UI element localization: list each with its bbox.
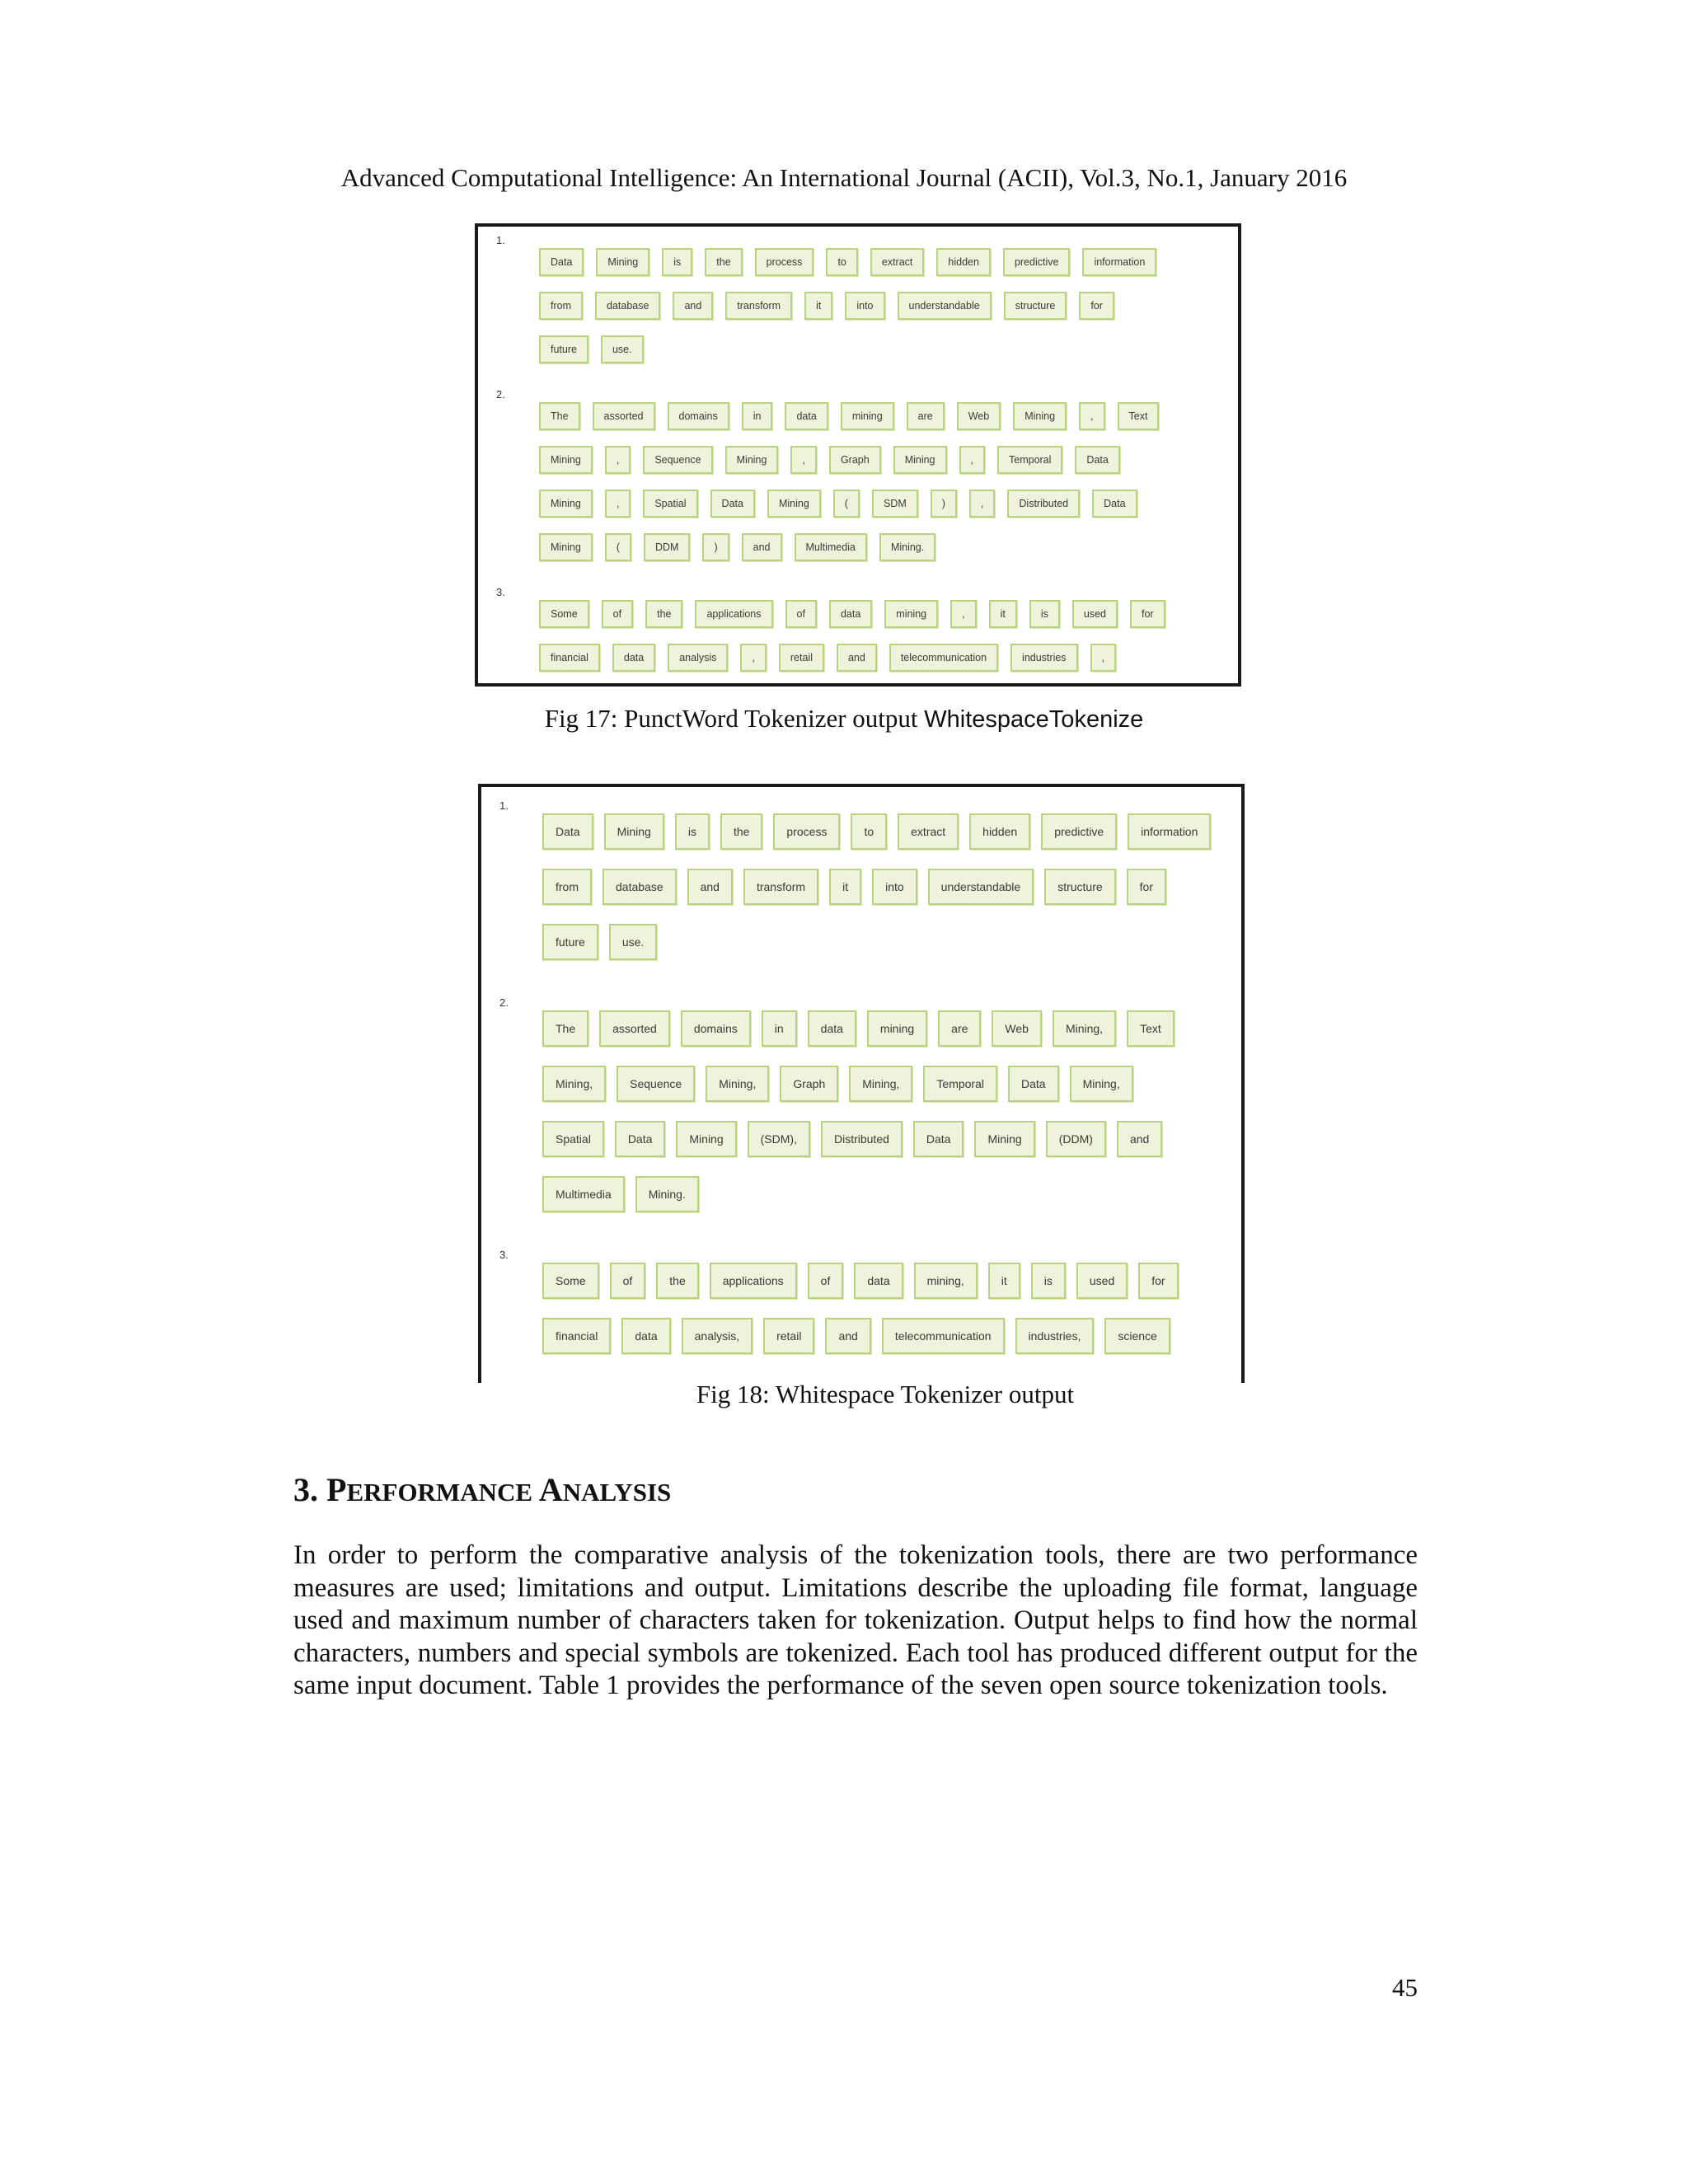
- token-box: Data: [542, 813, 593, 850]
- token-box: from: [542, 869, 592, 905]
- token-row: [539, 402, 1223, 446]
- token-box: process: [773, 813, 840, 850]
- token-list: [542, 1263, 1226, 1373]
- token-box: applications: [695, 600, 772, 628]
- token-box: extract: [898, 813, 959, 850]
- token-box: into: [845, 292, 884, 320]
- token-box: to: [851, 813, 887, 850]
- token-box: transform: [743, 869, 818, 905]
- token-box: analysis: [668, 644, 728, 672]
- token-box: is: [1031, 1263, 1066, 1299]
- token-box: for: [1138, 1263, 1178, 1299]
- token-box: ,: [740, 644, 766, 672]
- token-box: to: [826, 248, 857, 276]
- token-box: Mining,: [849, 1066, 912, 1102]
- token-box: and: [1117, 1121, 1162, 1157]
- token-box: Mining: [1013, 402, 1067, 430]
- token-list: [542, 1010, 1226, 1231]
- token-box: structure: [1004, 292, 1067, 320]
- token-list: [539, 600, 1223, 687]
- token-box: industries: [1010, 644, 1078, 672]
- token-box: Some: [542, 1263, 599, 1299]
- token-box: it: [989, 600, 1017, 628]
- token-box: future: [539, 335, 588, 363]
- token-box: hidden: [936, 248, 991, 276]
- token-box: understandable: [898, 292, 992, 320]
- token-box: Some: [539, 600, 589, 628]
- token-box: predictive: [1041, 813, 1117, 850]
- token-row: [542, 869, 1226, 924]
- token-box: Distributed: [821, 1121, 903, 1157]
- token-box: into: [872, 869, 917, 905]
- token-box: mining,: [914, 1263, 978, 1299]
- token-box: Mining: [539, 533, 593, 561]
- token-box: for: [1130, 600, 1165, 628]
- token-box: information: [1082, 248, 1156, 276]
- token-row: [539, 335, 1223, 379]
- token-box: Data: [1075, 446, 1119, 474]
- token-box: retail: [763, 1318, 814, 1354]
- token-box: Mining,: [542, 1066, 606, 1102]
- token-box: data: [854, 1263, 903, 1299]
- token-box: of: [785, 600, 817, 628]
- token-box: the: [720, 813, 762, 850]
- token-list: [539, 248, 1223, 379]
- token-box: the: [656, 1263, 698, 1299]
- token-box: Graph: [780, 1066, 838, 1102]
- token-box: Multimedia: [542, 1176, 625, 1212]
- token-box: data: [612, 644, 655, 672]
- token-box: understandable: [928, 869, 1034, 905]
- token-box: information: [1128, 813, 1211, 850]
- token-box: process: [755, 248, 814, 276]
- token-box: The: [539, 402, 580, 430]
- token-box: data: [785, 402, 828, 430]
- token-box: applications: [710, 1263, 797, 1299]
- token-row: [542, 1263, 1226, 1318]
- token-box: ,: [959, 446, 985, 474]
- token-row: [542, 1010, 1226, 1066]
- token-box: of: [610, 1263, 646, 1299]
- token-box: Mining: [767, 490, 821, 518]
- token-box: (: [833, 490, 860, 518]
- token-box: industries,: [1015, 1318, 1095, 1354]
- body-paragraph: In order to perform the comparative analysis of the tokenization tools, there are two performance measures are used; limitations and output. Limitations describe the uploading file format, language used and maximum number of characters taken for tokenization. Output helps to find how the normal characters, numbers and special symbols are tokenized. Each tool has produced different output for the same input document. Table 1 provides the performance of the seven open source tokenization tools.: [293, 1540, 1418, 1700]
- token-row: [539, 600, 1223, 644]
- token-row: [539, 533, 1223, 577]
- section-title: PERFORMANCE ANALYSIS: [326, 1471, 672, 1508]
- page-number: 45: [1392, 1973, 1418, 2002]
- token-box: the: [645, 600, 682, 628]
- token-row: [539, 490, 1223, 533]
- token-box: for: [1127, 869, 1166, 905]
- token-row: [542, 1176, 1226, 1231]
- sentence-number: 3.: [496, 586, 505, 598]
- token-box: telecommunication: [889, 644, 998, 672]
- sentence-number: 1.: [496, 234, 505, 246]
- token-box: it: [829, 869, 861, 905]
- token-list: [539, 402, 1223, 577]
- sentence-block: [490, 585, 1223, 687]
- token-box: for: [1079, 292, 1114, 320]
- token-box: retail: [779, 644, 824, 672]
- token-box: Mining.: [879, 533, 935, 561]
- token-box: and: [742, 533, 782, 561]
- token-box: mining: [841, 402, 894, 430]
- sentence-number: 3.: [499, 1249, 509, 1261]
- token-box: and: [825, 1318, 870, 1354]
- token-box: Mining: [596, 248, 649, 276]
- token-list: [542, 813, 1226, 979]
- figure-17-caption: [0, 702, 1688, 736]
- figure-18-caption: Fig 18: Whitespace Tokenizer output: [696, 1380, 1075, 1408]
- figure-17-token-panel: [475, 223, 1241, 687]
- token-box: data: [829, 600, 872, 628]
- section-heading: [293, 1470, 671, 1512]
- token-row: [539, 446, 1223, 490]
- token-box: domains: [681, 1010, 751, 1047]
- token-box: domains: [668, 402, 729, 430]
- token-box: telecommunication: [882, 1318, 1005, 1354]
- figure-17-caption-extra: WhitespaceTokenize: [924, 706, 1144, 733]
- token-box: ): [702, 533, 729, 561]
- token-box: Mining: [725, 446, 779, 474]
- token-box: transform: [725, 292, 792, 320]
- sentence-block: [493, 996, 1226, 1231]
- token-box: extract: [870, 248, 925, 276]
- token-box: Web: [992, 1010, 1042, 1047]
- token-row: [542, 813, 1226, 869]
- token-box: ,: [790, 446, 816, 474]
- token-box: ,: [1090, 644, 1116, 672]
- sentence-number: 2.: [499, 996, 509, 1009]
- token-box: data: [808, 1010, 856, 1047]
- token-box: The: [542, 1010, 588, 1047]
- token-box: Data: [615, 1121, 666, 1157]
- token-box: are: [907, 402, 945, 430]
- token-box: it: [988, 1263, 1020, 1299]
- sentence-block: [493, 799, 1226, 979]
- token-row: [539, 644, 1223, 687]
- token-box: Mining,: [706, 1066, 769, 1102]
- token-box: ,: [1079, 402, 1104, 430]
- token-box: is: [662, 248, 692, 276]
- token-box: is: [1029, 600, 1060, 628]
- figure-17-caption-text: Fig 17: PunctWord Tokenizer output: [544, 704, 925, 733]
- section-number: 3.: [293, 1471, 318, 1508]
- token-box: of: [808, 1263, 844, 1299]
- token-box: future: [542, 924, 598, 960]
- token-row: [539, 292, 1223, 335]
- token-box: mining: [867, 1010, 927, 1047]
- token-box: and: [687, 869, 733, 905]
- token-box: in: [742, 402, 773, 430]
- token-box: the: [705, 248, 742, 276]
- token-box: Multimedia: [795, 533, 867, 561]
- token-box: assorted: [599, 1010, 670, 1047]
- token-box: and: [837, 644, 877, 672]
- token-box: Text: [1118, 402, 1160, 430]
- token-box: Sequence: [643, 446, 712, 474]
- token-box: Mining.: [635, 1176, 699, 1212]
- token-row: [542, 1066, 1226, 1121]
- token-box: mining: [884, 600, 938, 628]
- token-box: Temporal: [923, 1066, 997, 1102]
- token-box: structure: [1044, 869, 1115, 905]
- token-box: hidden: [969, 813, 1030, 850]
- token-box: Mining: [604, 813, 664, 850]
- figure-18-token-panel: [478, 784, 1245, 1383]
- token-box: Web: [957, 402, 1001, 430]
- token-box: in: [762, 1010, 797, 1047]
- token-box: Mining: [676, 1121, 736, 1157]
- token-box: Sequence: [617, 1066, 695, 1102]
- token-box: use.: [609, 924, 657, 960]
- token-box: of: [602, 600, 633, 628]
- token-box: ,: [950, 600, 976, 628]
- token-box: it: [804, 292, 832, 320]
- token-box: Spatial: [542, 1121, 604, 1157]
- token-box: Data: [1092, 490, 1137, 518]
- token-box: are: [938, 1010, 981, 1047]
- token-box: database: [595, 292, 660, 320]
- token-box: (SDM),: [748, 1121, 810, 1157]
- token-box: used: [1072, 600, 1118, 628]
- token-box: science: [1104, 1318, 1170, 1354]
- token-box: Graph: [829, 446, 881, 474]
- token-row: [542, 924, 1226, 979]
- token-box: Temporal: [997, 446, 1062, 474]
- token-box: Data: [1008, 1066, 1059, 1102]
- token-box: financial: [542, 1318, 611, 1354]
- token-box: Data: [710, 490, 755, 518]
- token-box: analysis,: [682, 1318, 753, 1354]
- journal-header: Advanced Computational Intelligence: An International Journal (ACII), Vol.3, No.1, January 2016: [340, 163, 1348, 192]
- token-box: Mining: [893, 446, 947, 474]
- token-box: Distributed: [1007, 490, 1080, 518]
- token-box: (: [605, 533, 631, 561]
- token-row: [542, 1121, 1226, 1176]
- token-box: Mining,: [1070, 1066, 1133, 1102]
- token-box: is: [675, 813, 710, 850]
- token-box: database: [603, 869, 677, 905]
- token-box: DDM: [644, 533, 690, 561]
- token-box: use.: [601, 335, 644, 363]
- token-box: ,: [605, 490, 631, 518]
- sentence-number: 2.: [496, 388, 505, 401]
- token-box: (DDM): [1046, 1121, 1106, 1157]
- sentence-block: [493, 1248, 1226, 1373]
- token-box: Mining,: [1053, 1010, 1116, 1047]
- token-box: data: [621, 1318, 670, 1354]
- token-box: financial: [539, 644, 600, 672]
- token-box: SDM: [872, 490, 918, 518]
- token-box: Mining: [539, 446, 593, 474]
- token-box: Data: [539, 248, 584, 276]
- token-box: used: [1076, 1263, 1128, 1299]
- token-box: assorted: [593, 402, 655, 430]
- token-row: [542, 1318, 1226, 1373]
- token-box: ,: [605, 446, 631, 474]
- token-box: Spatial: [643, 490, 697, 518]
- sentence-number: 1.: [499, 799, 509, 812]
- token-row: [539, 248, 1223, 292]
- token-box: Text: [1127, 1010, 1175, 1047]
- sentence-block: [490, 233, 1223, 379]
- token-box: Mining: [974, 1121, 1034, 1157]
- token-box: predictive: [1003, 248, 1071, 276]
- token-box: ,: [969, 490, 995, 518]
- token-box: and: [673, 292, 713, 320]
- sentence-block: [490, 387, 1223, 577]
- token-box: from: [539, 292, 583, 320]
- token-box: ): [931, 490, 957, 518]
- token-box: Data: [913, 1121, 964, 1157]
- token-box: Mining: [539, 490, 593, 518]
